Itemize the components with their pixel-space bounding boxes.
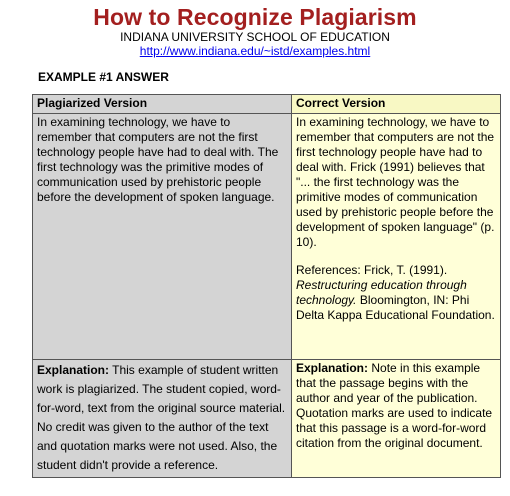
plagiarized-version-header: Plagiarized Version bbox=[33, 95, 292, 114]
comparison-table bbox=[32, 94, 501, 478]
correct-explanation-text: Note in this example that the passage begins with the author and year of the publication. Quotation marks are used to indicate that this passage is a word-for-word citation from the original document. bbox=[296, 361, 493, 450]
correct-passage bbox=[292, 114, 501, 360]
plagiarized-passage-text: In examining technology, we have to remember that computers are not the first technology people have had to deal with. The first technology was the primitive modes of communication used by prehistoric people before the development of spoken language. bbox=[37, 115, 279, 204]
example-heading: EXAMPLE #1 ANSWER bbox=[38, 70, 169, 84]
table-header-row bbox=[33, 95, 501, 114]
explanation-label: Explanation: bbox=[37, 363, 110, 377]
explanation-label: Explanation: bbox=[296, 361, 369, 375]
reference-publisher: Bloomington, IN: Phi Delta Kappa Educational Foundation. bbox=[296, 293, 495, 322]
plagiarized-passage bbox=[33, 114, 292, 360]
correct-passage-text: In examining technology, we have to remember that computers are not the first technology people have had to deal with. Frick (1991) believes that "... the first technology was the primitive modes of communication used by prehistoric people before the development of spoken language" (p. 10). bbox=[296, 115, 495, 249]
page-header bbox=[0, 4, 510, 58]
passage-row bbox=[33, 114, 501, 360]
reference-title: Restructuring education through technology. bbox=[296, 278, 467, 307]
correct-explanation bbox=[292, 360, 501, 478]
source-link[interactable]: http://www.indiana.edu/~istd/examples.html bbox=[139, 44, 371, 58]
explanation-row bbox=[33, 360, 501, 478]
plagiarized-explanation-text: This example of student written work is plagiarized. The student copied, word-for-word, text from the original source material. No credit was given to the author of the text and quotation marks were not used. Also, the student didn't provide a reference. bbox=[37, 363, 286, 472]
reference-entry bbox=[296, 263, 496, 323]
page-title: How to Recognize Plagiarism bbox=[93, 4, 417, 30]
correct-version-header: Correct Version bbox=[292, 95, 501, 114]
reference-lead: References: Frick, T. (1991). bbox=[296, 263, 448, 277]
plagiarized-explanation bbox=[33, 360, 292, 478]
page-subtitle: INDIANA UNIVERSITY SCHOOL OF EDUCATION bbox=[120, 30, 390, 44]
